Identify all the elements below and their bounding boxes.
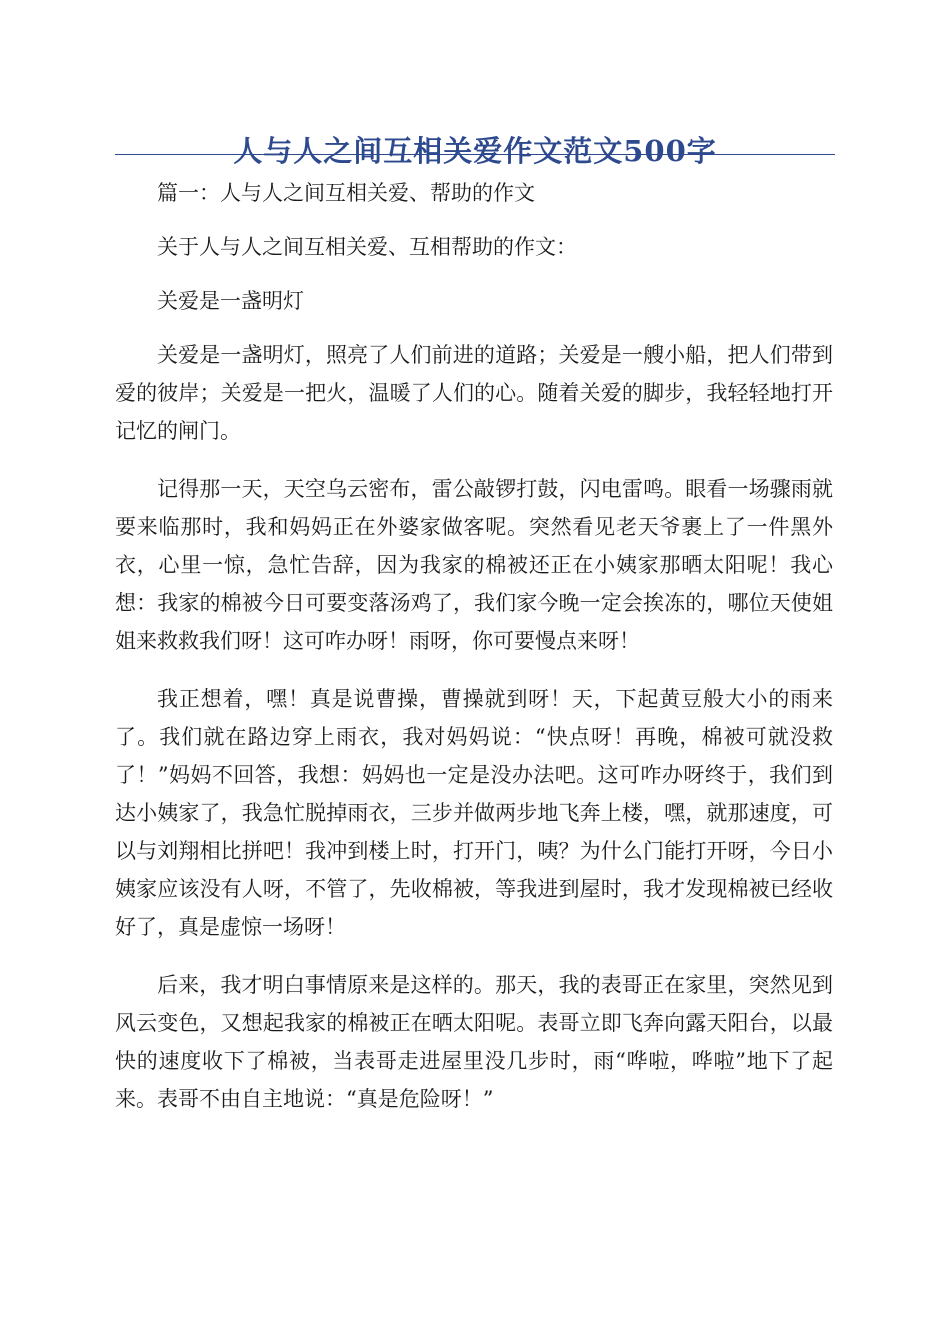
body-paragraph: 我正想着，嘿！真是说曹操，曹操就到呀！天，下起黄豆般大小的雨来了。我们就在路边穿上雨衣，我对妈妈说：“快点呀！再晚，棉被可就没救了！”妈妈不回答，我想：妈妈也一定是没办法吧。这可咋办呀终于，我们到达小姨家了，我急忙脱掉雨衣，三步并做两步地飞奔上楼，嘿，就那速度，可以与刘翔相比拼吧！我冲到楼上时，打开门，咦？为什么门能打开呀，今日小姨家应该没有人呀，不管了，先收棉被，等我进到屋时，我才发现棉被已经收好了，真是虚惊一场呀！ (115, 687, 833, 939)
body-paragraph: 关爱是一盏明灯，照亮了人们前进的道路；关爱是一艘小船，把人们带到爱的彼岸；关爱是一把火，温暖了人们的心。随着关爱的脚步，我轻轻地打开记忆的闸门。 (115, 343, 833, 443)
intro-line: 关于人与人之间互相关爱、互相帮助的作文： (157, 235, 577, 259)
essay-title: 关爱是一盏明灯 (157, 289, 304, 313)
body-paragraph: 记得那一天，天空乌云密布，雷公敲锣打鼓，闪电雷鸣。眼看一场骤雨就要来临那时，我和妈妈正在外婆家做客呢。突然看见老天爷裹上了一件黑外衣，心里一惊，急忙告辞，因为我家的棉被还正在小姨家那晒太阳呢！我心想：我家的棉被今日可要变落汤鸡了，我们家今晚一定会挨冻的，哪位天使姐姐来救救我们呀！这可咋办呀！雨呀，你可要慢点来呀！ (115, 477, 833, 653)
article-body (115, 174, 833, 1138)
page-title: 人与人之间互相关爱作文范文500字 (233, 134, 717, 169)
body-paragraph: 后来，我才明白事情原来是这样的。那天，我的表哥正在家里，突然见到风云变色，又想起我家的棉被正在晒太阳呢。表哥立即飞奔向露天阳台，以最快的速度收下了棉被，当表哥走进屋里没几步时，雨“哗啦，哗啦”地下了起来。表哥不由自主地说：“真是危险呀！” (115, 973, 833, 1111)
section-heading: 篇一：人与人之间互相关爱、帮助的作文 (157, 181, 535, 205)
title-underline (115, 154, 835, 155)
